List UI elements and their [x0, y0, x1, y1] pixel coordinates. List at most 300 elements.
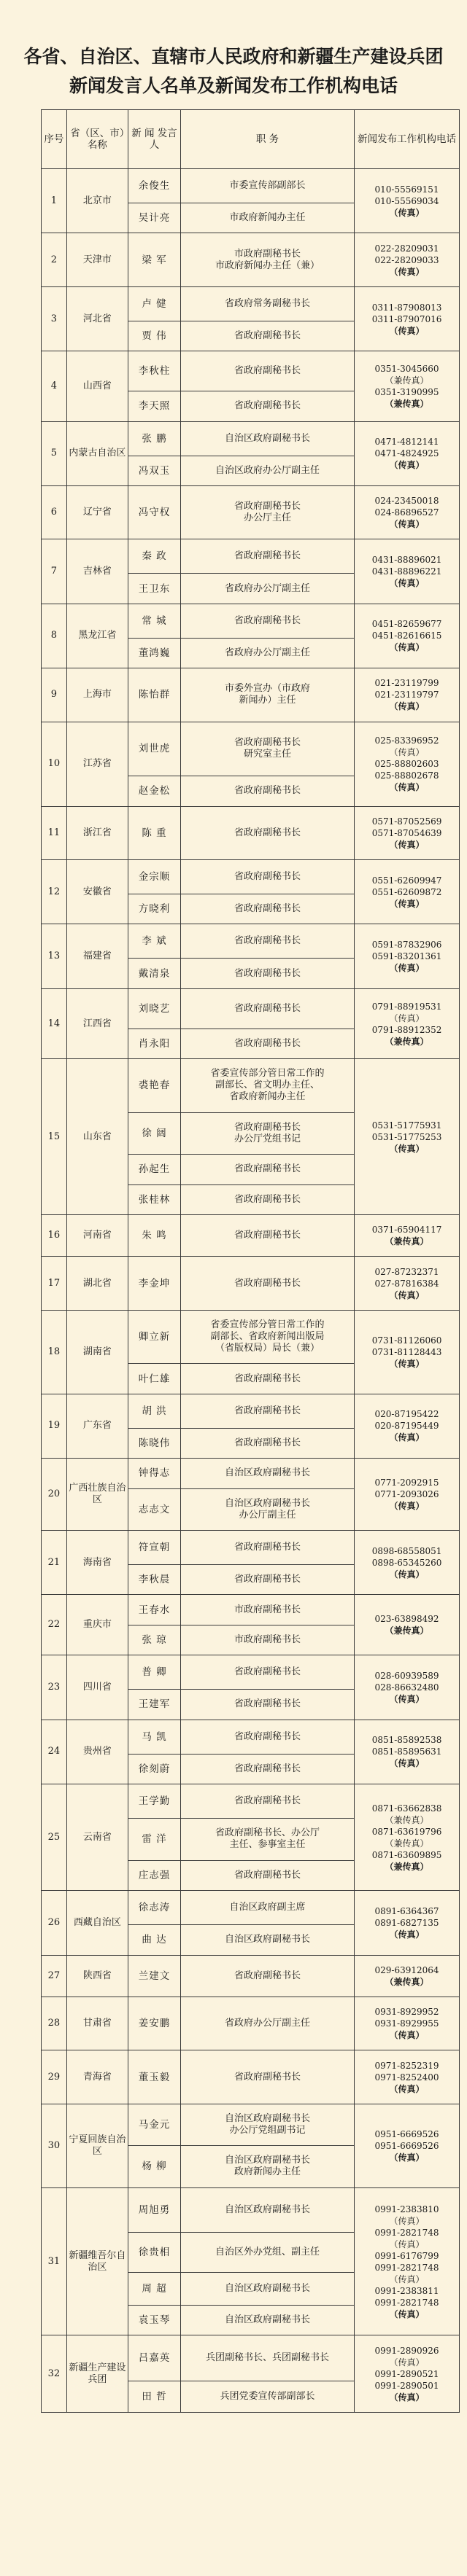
phone-line: 0991-2890926: [374, 2345, 439, 2356]
duty-line: 自治区政府副主席: [229, 1902, 306, 1913]
spokesperson-duty: [180, 1891, 354, 1925]
region-number: 14: [42, 988, 67, 1058]
office-phone: [355, 2104, 460, 2187]
fax-label: （兼传真）: [385, 1976, 429, 1987]
spokesperson-duty: [180, 1112, 354, 1154]
table-row: [42, 924, 460, 959]
region-number: 11: [42, 806, 67, 859]
table-row: [42, 2050, 460, 2104]
phone-line: 0771-2092915: [374, 1478, 439, 1488]
duty-line: 省政府副秘书长: [234, 1002, 301, 1014]
spokesperson-duty: [180, 1310, 354, 1363]
spokesperson-name: 徐贵相: [128, 2233, 181, 2273]
fax-label: （传真）: [389, 1758, 425, 1769]
phone-line: 0431-88896021: [371, 555, 442, 566]
region-number: 28: [42, 1997, 67, 2050]
duty-line: 主任、参事室主任: [229, 1839, 306, 1851]
title-line-2: 新闻发言人名单及新闻发布工作机构电话: [69, 75, 398, 96]
region-number: 1: [42, 169, 67, 233]
region-name: 西藏自治区: [66, 1891, 128, 1955]
fax-label: （传真）: [389, 898, 425, 909]
phone-line: 0791-88919531: [371, 1001, 442, 1012]
region-number: 8: [42, 604, 67, 668]
region-name: 湖南省: [66, 1310, 128, 1394]
region-number: 16: [42, 1214, 67, 1256]
table-row: [42, 1530, 460, 1564]
phone-line: 0591-87832906: [371, 940, 442, 951]
spokesperson-duty: [180, 1564, 354, 1594]
duty-line: 省政府新闻办主任: [229, 1091, 306, 1103]
office-phone: [355, 1655, 460, 1720]
duty-line: 兵团副秘书长、兵团副秘书长: [206, 2352, 330, 2364]
region-number: 2: [42, 233, 67, 286]
spokesperson-duty: [180, 321, 354, 351]
spokesperson-duty: [180, 1488, 354, 1530]
region-name: 吉林省: [66, 539, 128, 604]
duty-line: 自治区政府副秘书长: [225, 2283, 311, 2295]
spokesperson-name: 梁 军: [128, 233, 181, 286]
phone-line: 0551-62609947: [371, 875, 442, 886]
duty-line: 自治区政府副秘书长: [225, 2314, 311, 2326]
duty-line: 省政府副秘书长: [234, 1121, 301, 1133]
spokesperson-name: 张 琼: [128, 1625, 181, 1655]
spokesperson-name: 董玉毅: [128, 2050, 181, 2104]
table-row: [42, 1214, 460, 1256]
phone-line: 0431-88896221: [371, 566, 442, 577]
table-row: [42, 1595, 460, 1625]
duty-line: 兵团党委宣传部副部长: [220, 2391, 315, 2403]
region-name: 安徽省: [66, 860, 128, 924]
phone-line: 0871-63609895: [371, 1849, 442, 1860]
table-row: [42, 1394, 460, 1428]
spokesperson-duty: [180, 1214, 354, 1256]
spokesperson-duty: [180, 456, 354, 485]
duty-line: 副部长、省政府新闻出版局: [210, 1331, 325, 1343]
spokesperson-name: 方晓利: [128, 894, 181, 924]
fax-label: （传真）: [389, 2152, 425, 2163]
region-number: 19: [42, 1394, 67, 1458]
duty-line: 省政府副秘书长: [234, 400, 301, 412]
table-row: [42, 1891, 460, 1925]
header-number: 序号: [42, 110, 67, 169]
office-phone: [355, 1784, 460, 1890]
fax-label: （传真）: [389, 266, 425, 277]
region-name: 甘肃省: [66, 1997, 128, 2050]
duty-line: 省政府副秘书长: [234, 737, 301, 749]
duty-line: 副部长、省文明办主任、: [215, 1080, 320, 1091]
spokesperson-name: 袁玉琴: [128, 2305, 181, 2335]
duty-line: 自治区政府副秘书长: [225, 2155, 311, 2166]
office-phone: [355, 668, 460, 722]
spokesperson-duty: [180, 286, 354, 321]
table-row: [42, 722, 460, 776]
phone-line: 020-87195449: [374, 1421, 439, 1432]
office-phone: [355, 604, 460, 668]
spokesperson-duty: [180, 2146, 354, 2187]
phone-line: 020-87195422: [374, 1409, 439, 1420]
spokesperson-duty: [180, 860, 354, 894]
fax-label: （传真）: [389, 460, 425, 471]
spokesperson-duty: [180, 1625, 354, 1655]
region-name: 贵州省: [66, 1720, 128, 1784]
duty-line: 省政府副秘书长: [234, 1193, 301, 1205]
table-row: [42, 1059, 460, 1112]
phone-line: 0898-68558051: [371, 1545, 442, 1556]
table-row: [42, 2104, 460, 2145]
phone-line: 0898-65345260: [371, 1557, 442, 1568]
duty-line: 自治区政府副秘书长: [225, 432, 311, 444]
office-phone: [355, 722, 460, 806]
duty-line: 自治区政府副秘书长: [225, 1934, 311, 1945]
duty-line: 省政府副秘书长: [234, 967, 301, 979]
duty-line: 省政府办公厅副主任: [225, 647, 311, 658]
fax-label: （传真）: [389, 325, 425, 336]
spokesperson-duty: [180, 959, 354, 988]
region-name: 福建省: [66, 924, 128, 988]
fax-label: （传真）: [389, 578, 425, 589]
spokesperson-duty: [180, 722, 354, 776]
table-row: [42, 860, 460, 894]
spokesperson-name: 朱 鸣: [128, 1214, 181, 1256]
spokesperson-name: 冯双玉: [128, 456, 181, 485]
spokesperson-duty: [180, 2187, 354, 2233]
phone-line: 0371-65904117: [371, 1225, 442, 1236]
phone-line: 0571-87054639: [371, 827, 442, 838]
region-name: 山东省: [66, 1059, 128, 1215]
office-phone: [355, 1059, 460, 1215]
office-phone: [355, 1394, 460, 1458]
spokesperson-name: 李 斌: [128, 924, 181, 959]
duty-line: 省政府副秘书长: [234, 1666, 301, 1678]
phone-line: 027-87816384: [374, 1278, 439, 1289]
region-number: 10: [42, 722, 67, 806]
spokesperson-duty: [180, 1655, 354, 1690]
phone-line: 027-87232371: [374, 1266, 439, 1277]
phone-line: （传真）: [389, 2273, 425, 2284]
table-body: [42, 169, 460, 2413]
spokesperson-duty: [180, 1155, 354, 1184]
table-row: [42, 988, 460, 1029]
spokesperson-name: 卢 健: [128, 286, 181, 321]
spokesperson-name: 孙起生: [128, 1155, 181, 1184]
duty-line: 新闻办）主任: [239, 695, 296, 706]
fax-label: （传真）: [389, 782, 425, 793]
phone-line: 025-88802603: [374, 759, 439, 770]
region-number: 24: [42, 1720, 67, 1784]
spokesperson-duty: [180, 2305, 354, 2335]
table-row: [42, 2187, 460, 2233]
spokesperson-name: 金宗顺: [128, 860, 181, 894]
duty-line: 省政府常务副秘书长: [225, 297, 311, 309]
office-phone: [355, 988, 460, 1058]
office-phone: [355, 421, 460, 485]
spokesperson-name: 志志文: [128, 1488, 181, 1530]
office-phone: [355, 233, 460, 286]
spokesperson-duty: [180, 1459, 354, 1488]
spokesperson-duty: [180, 2335, 354, 2381]
duty-line: 省政府副秘书长、办公厅: [215, 1827, 320, 1839]
duty-line: 省政府副秘书长: [234, 785, 301, 797]
spokesperson-duty: [180, 1530, 354, 1564]
fax-label: （传真）: [389, 2308, 425, 2319]
duty-line: 省政府副秘书长: [234, 329, 301, 341]
spokesperson-duty: [180, 539, 354, 574]
fax-label: （传真）: [389, 1929, 425, 1940]
fax-label: （传真）: [389, 2083, 425, 2094]
spokesperson-name: 徐刻蔚: [128, 1754, 181, 1784]
spokesperson-duty: [180, 169, 354, 203]
spokesperson-name: 杨 柳: [128, 2146, 181, 2187]
table-row: [42, 604, 460, 638]
fax-label: （传真）: [389, 701, 425, 712]
office-phone: [355, 860, 460, 924]
duty-line: 省政府副秘书长: [234, 1405, 301, 1416]
region-name: 陕西省: [66, 1955, 128, 1997]
region-name: 河南省: [66, 1214, 128, 1256]
spokesperson-name: 陈怡群: [128, 668, 181, 722]
spokesperson-duty: [180, 1754, 354, 1784]
fax-label: （传真）: [389, 1358, 425, 1369]
spokesperson-name: 陈晓伟: [128, 1428, 181, 1458]
office-phone: [355, 2335, 460, 2412]
phone-line: 022-28209033: [374, 254, 439, 265]
region-name: 黑龙江省: [66, 604, 128, 668]
office-phone: [355, 924, 460, 988]
office-phone: [355, 1459, 460, 1531]
fax-label: （传真）: [389, 207, 425, 218]
phone-line: 0791-88912352: [371, 1024, 442, 1035]
duty-line: 自治区政府办公厅副主任: [215, 464, 320, 476]
region-number: 32: [42, 2335, 67, 2412]
duty-line: 省政府副秘书长: [234, 1730, 301, 1742]
duty-line: 省政府副秘书长: [234, 1970, 301, 1981]
table-row: [42, 668, 460, 722]
spokesperson-duty: [180, 1720, 354, 1754]
region-name: 青海省: [66, 2050, 128, 2104]
spokesperson-name: 曲 达: [128, 1925, 181, 1955]
phone-line: 010-55569034: [374, 195, 439, 206]
fax-label: （传真）: [389, 963, 425, 974]
spokesperson-name: 刘世虎: [128, 722, 181, 776]
region-name: 新疆生产建设兵团: [66, 2335, 128, 2412]
page-title: [0, 0, 467, 112]
region-name: 广东省: [66, 1394, 128, 1458]
spokesperson-duty: [180, 1428, 354, 1458]
phone-line: （兼传真）: [385, 375, 429, 386]
table-row: [42, 1310, 460, 1363]
spokesperson-duty: [180, 604, 354, 638]
duty-line: 省政府副秘书长: [234, 1795, 301, 1807]
spokesperson-duty: [180, 2104, 354, 2145]
spokesperson-duty: [180, 2381, 354, 2413]
spokesperson-name: 董鸿巍: [128, 638, 181, 668]
phone-line: 0851-85895631: [371, 1746, 442, 1757]
duty-line: 省政府副秘书长: [234, 614, 301, 626]
table-row: [42, 2335, 460, 2381]
region-name: 天津市: [66, 233, 128, 286]
spokesperson-name: 卿立新: [128, 1310, 181, 1363]
duty-line: 省政府副秘书长: [234, 2071, 301, 2083]
phone-line: 0991-2821748: [374, 2262, 439, 2273]
phone-line: 0991-6176799: [374, 2250, 439, 2261]
spokesperson-duty: [180, 1029, 354, 1058]
phone-line: 010-55569151: [374, 184, 439, 195]
phone-line: 029-63912064: [374, 1964, 439, 1975]
phone-line: 0851-85892538: [371, 1735, 442, 1746]
phone-line: 0931-8929955: [374, 2018, 439, 2029]
duty-line: 省政府副秘书长: [234, 1437, 301, 1448]
phone-line: 022-28209031: [374, 243, 439, 254]
phone-line: 0991-2890501: [374, 2380, 439, 2391]
spokesperson-name: 雷 洋: [128, 1819, 181, 1860]
region-number: 7: [42, 539, 67, 604]
duty-line: 省政府副秘书长: [234, 1698, 301, 1710]
spokesperson-table: [41, 109, 460, 2413]
duty-line: 省政府办公厅副主任: [225, 2018, 311, 2029]
duty-line: 省政府副秘书长: [234, 1163, 301, 1175]
region-name: 北京市: [66, 169, 128, 233]
phone-line: 0951-6669526: [374, 2128, 439, 2139]
spokesperson-name: 李秋柱: [128, 351, 181, 391]
duty-line: 市政府副秘书长: [234, 1634, 301, 1645]
phone-line: 0991-2890521: [374, 2368, 439, 2379]
region-name: 湖北省: [66, 1257, 128, 1310]
office-phone: [355, 1997, 460, 2050]
phone-line: 0991-2383810: [374, 2204, 439, 2214]
duty-line: 省政府副秘书长: [234, 871, 301, 883]
region-number: 12: [42, 860, 67, 924]
phone-line: 0551-62609872: [371, 886, 442, 897]
spokesperson-duty: [180, 1059, 354, 1112]
region-number: 18: [42, 1310, 67, 1394]
spokesperson-name: 吴计亮: [128, 203, 181, 233]
duty-line: 省政府办公厅副主任: [225, 582, 311, 594]
phone-line: 0351-3190995: [374, 386, 439, 397]
duty-line: 省政府副秘书长: [234, 1373, 301, 1384]
office-phone: [355, 1595, 460, 1655]
table-row: [42, 286, 460, 321]
phone-line: 0311-87908013: [371, 302, 442, 313]
duty-line: 自治区政府副秘书长: [225, 2113, 311, 2125]
spokesperson-name: 贾 伟: [128, 321, 181, 351]
office-phone: [355, 1891, 460, 1955]
duty-line: 办公厅副主任: [239, 1509, 296, 1521]
spokesperson-name: 马 凯: [128, 1720, 181, 1754]
region-number: 13: [42, 924, 67, 988]
table-row: [42, 351, 460, 391]
phone-line: 0891-6827135: [374, 1917, 439, 1928]
duty-line: 市政府新闻办主任: [229, 212, 306, 224]
duty-line: 市委外宣办（市政府: [225, 683, 311, 695]
fax-label: （兼传真）: [385, 398, 429, 409]
spokesperson-duty: [180, 924, 354, 959]
phone-line: 0731-81128443: [371, 1346, 442, 1357]
fax-label: （传真）: [389, 1693, 425, 1704]
phone-line: 0871-63662838: [371, 1803, 442, 1814]
spokesperson-name: 兰建文: [128, 1955, 181, 1997]
phone-line: 025-88802678: [374, 770, 439, 781]
spokesperson-duty: [180, 203, 354, 233]
spokesperson-name: 陈 重: [128, 806, 181, 859]
spokesperson-name: 庄志强: [128, 1860, 181, 1890]
spokesperson-name: 裘艳春: [128, 1059, 181, 1112]
spokesperson-name: 叶仁雄: [128, 1364, 181, 1394]
phone-line: （传真）: [389, 2239, 425, 2249]
region-number: 23: [42, 1655, 67, 1720]
phone-line: 0991-2821748: [374, 2227, 439, 2238]
spokesperson-duty: [180, 351, 354, 391]
phone-line: 0871-63619796: [371, 1826, 442, 1837]
duty-line: 市委宣传部副部长: [229, 179, 306, 191]
phone-line: 025-83396952: [374, 735, 439, 746]
region-name: 江西省: [66, 988, 128, 1058]
fax-label: （兼传真）: [385, 1236, 429, 1247]
phone-line: （传真）: [389, 747, 425, 758]
phone-line: 0971-8252319: [374, 2060, 439, 2071]
duty-line: 市政府新闻办主任（兼）: [215, 259, 320, 271]
table-row: [42, 169, 460, 203]
spokesperson-duty: [180, 2273, 354, 2306]
table-row: [42, 233, 460, 286]
phone-line: （兼传真）: [385, 1838, 429, 1849]
spokesperson-name: 秦 政: [128, 539, 181, 574]
phone-line: （传真）: [389, 2357, 425, 2368]
region-name: 浙江省: [66, 806, 128, 859]
region-name: 广西壮族自治区: [66, 1459, 128, 1531]
office-phone: [355, 169, 460, 233]
spokesperson-duty: [180, 1784, 354, 1818]
spokesperson-duty: [180, 2233, 354, 2273]
duty-line: 省政府副秘书长: [234, 550, 301, 562]
header-duty: 职 务: [180, 110, 354, 169]
duty-line: 自治区政府副秘书长: [225, 1497, 311, 1509]
spokesperson-name: 符宣朝: [128, 1530, 181, 1564]
region-name: 山西省: [66, 351, 128, 421]
region-number: 25: [42, 1784, 67, 1890]
spokesperson-duty: [180, 1184, 354, 1214]
region-number: 4: [42, 351, 67, 421]
spokesperson-name: 胡 洪: [128, 1394, 181, 1428]
fax-label: （传真）: [389, 2030, 425, 2041]
duty-line: 自治区政府副秘书长: [225, 1467, 311, 1479]
phone-line: 021-23119799: [374, 678, 439, 689]
duty-line: 政府新闻办主任: [234, 2166, 301, 2178]
spokesperson-name: 徐志涛: [128, 1891, 181, 1925]
spokesperson-name: 冯守权: [128, 485, 181, 539]
spokesperson-duty: [180, 668, 354, 722]
spokesperson-duty: [180, 485, 354, 539]
spokesperson-name: 普 卿: [128, 1655, 181, 1690]
region-number: 22: [42, 1595, 67, 1655]
phone-line: 0951-6669526: [374, 2140, 439, 2151]
office-phone: [355, 351, 460, 421]
spokesperson-duty: [180, 988, 354, 1029]
office-phone: [355, 2050, 460, 2104]
phone-line: 0571-87052569: [371, 816, 442, 827]
table-row: [42, 539, 460, 574]
spokesperson-duty: [180, 776, 354, 806]
region-number: 17: [42, 1257, 67, 1310]
spokesperson-name: 肖永阳: [128, 1029, 181, 1058]
duty-line: 办公厅党组书记: [234, 1133, 301, 1144]
duty-line: 市政府副秘书长: [234, 1604, 301, 1615]
spokesperson-duty: [180, 421, 354, 456]
fax-label: （兼传真）: [385, 1625, 429, 1636]
table-header: [42, 110, 460, 169]
phone-line: 0591-83201361: [371, 951, 442, 962]
spokesperson-duty: [180, 233, 354, 286]
office-phone: [355, 1530, 460, 1594]
